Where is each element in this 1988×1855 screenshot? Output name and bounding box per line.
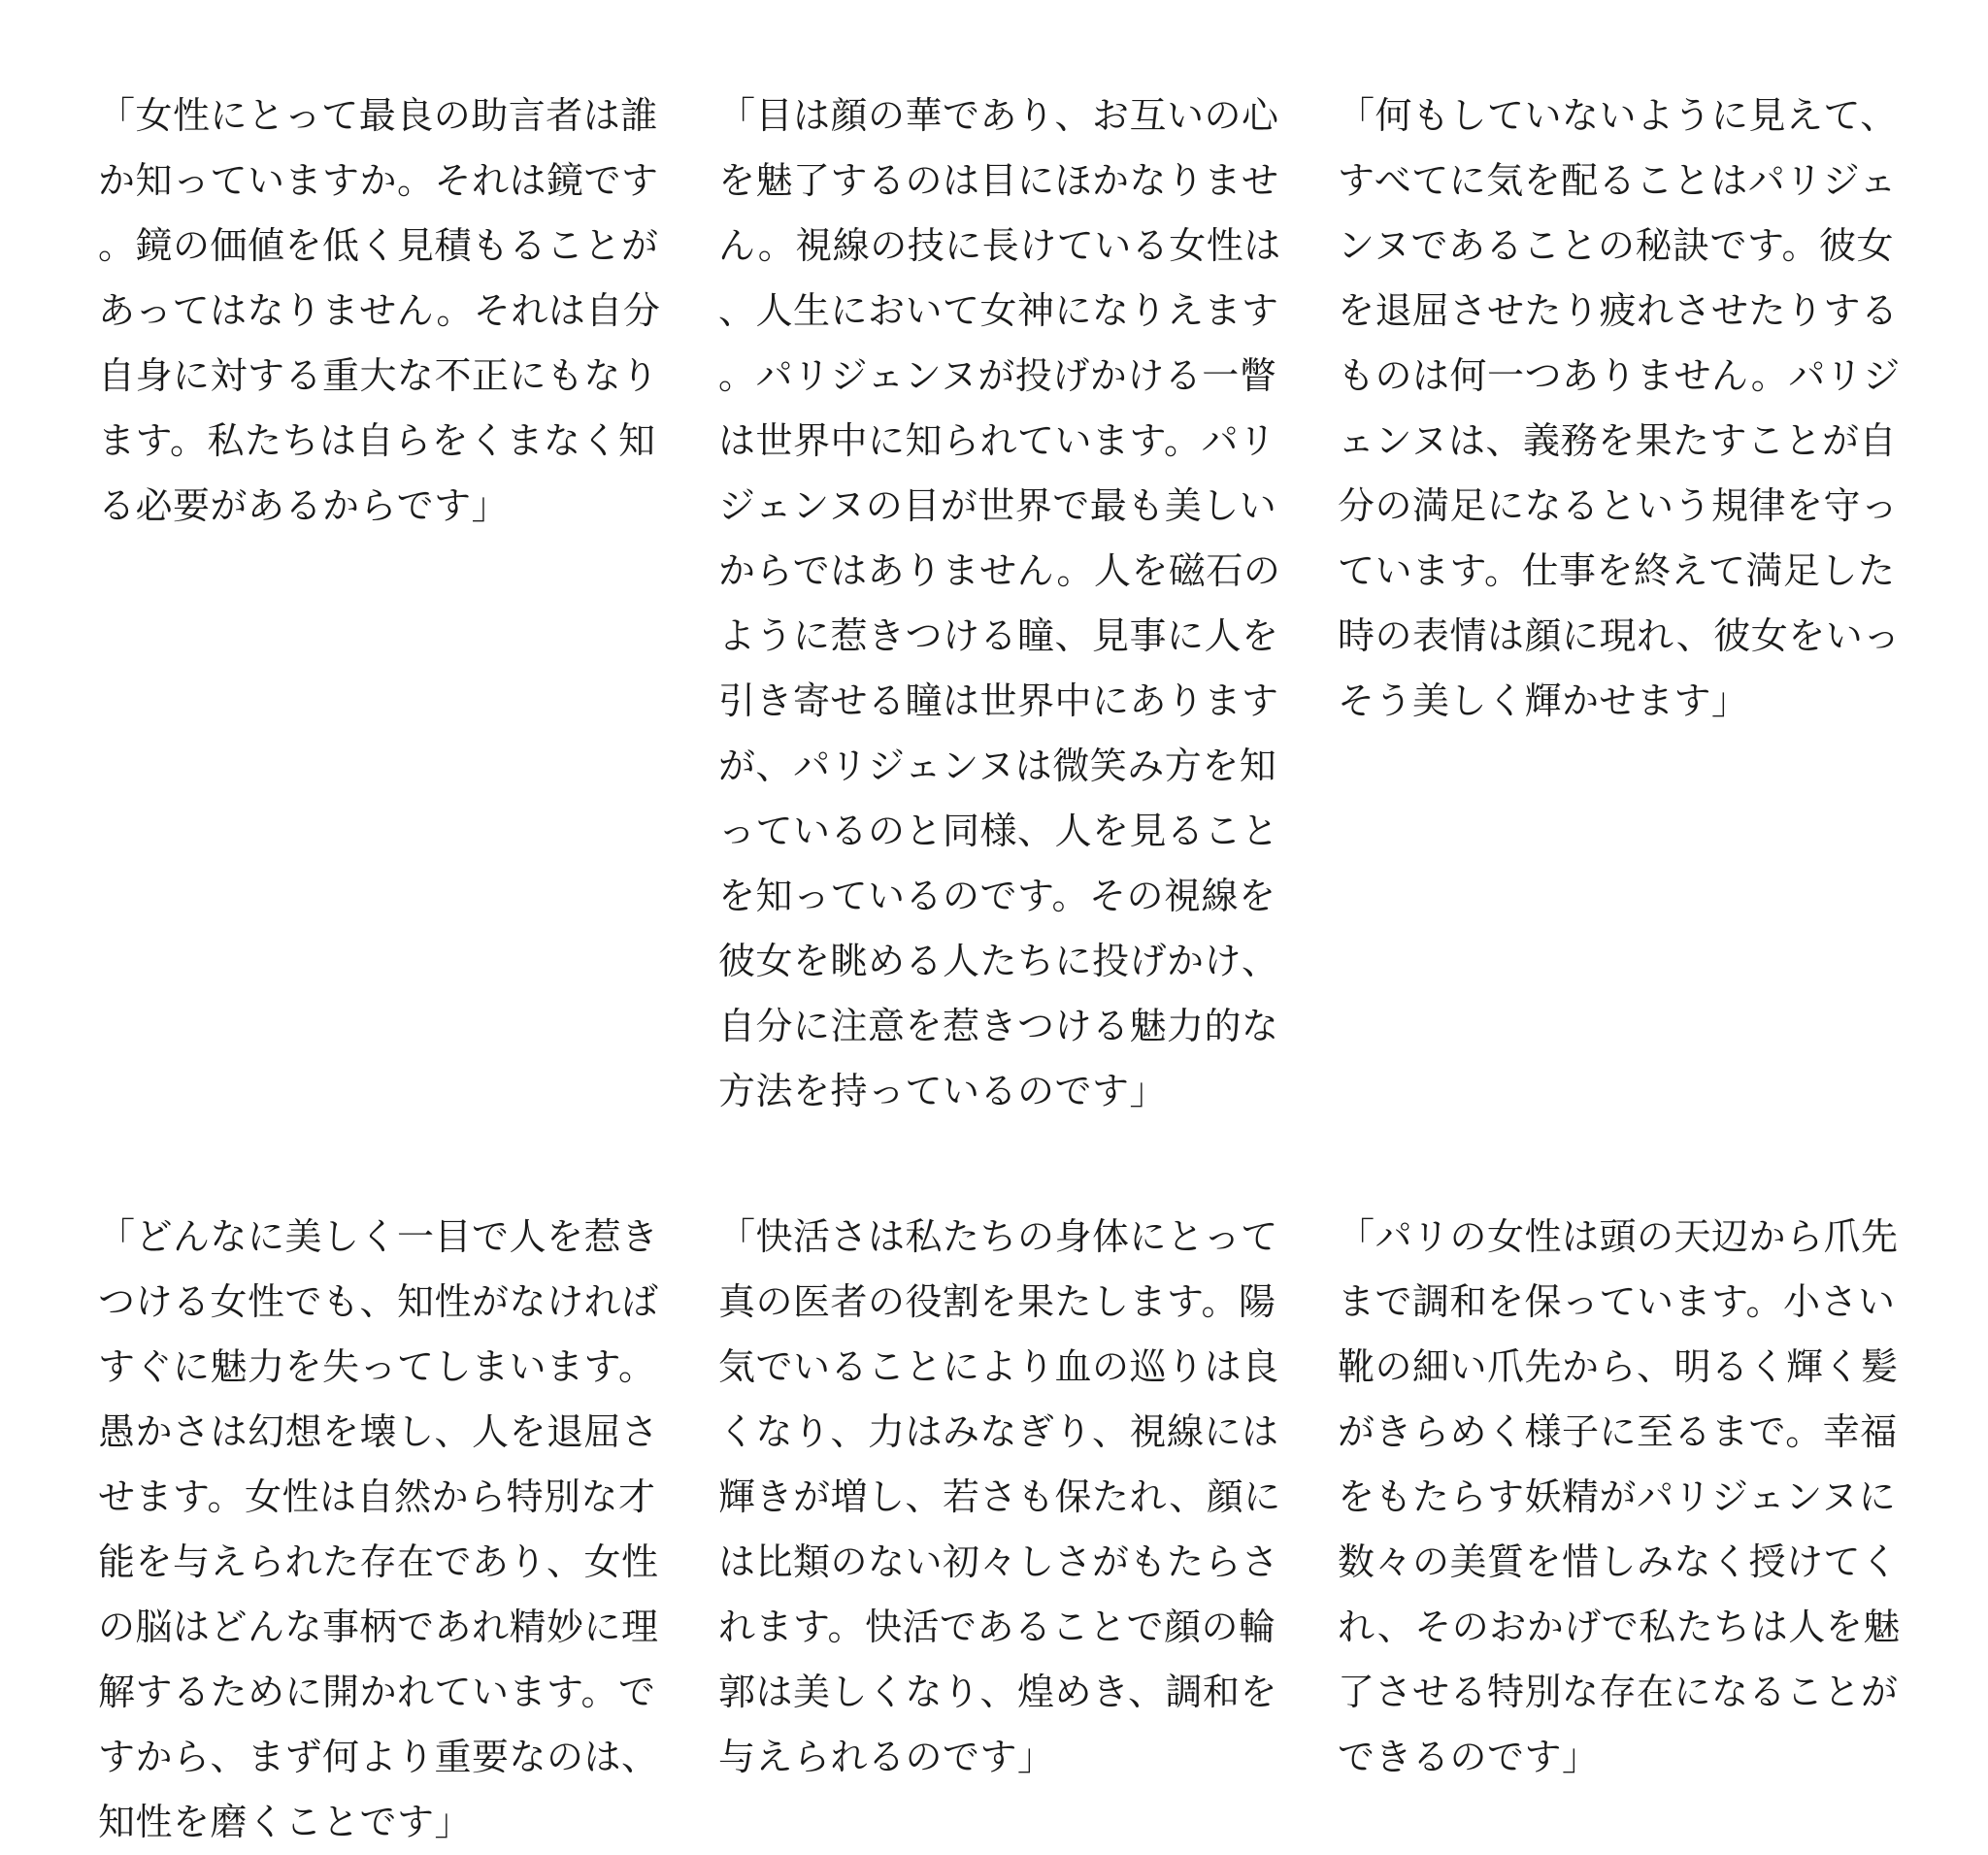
quote-harmony: 「パリの女性は頭の天辺から爪先まで調和を保っています。小さい靴の細い爪先から、明るく輝く髪がきらめく様子に至るまで。幸福をもたらす妖精がパリジェンヌに数々の美質を惜しみなく授けてくれ、そのおかげで私たちは人を魅了させる特別な存在になることができるのです」 — [1338, 1215, 1901, 1778]
quote-cheerfulness: 「快活さは私たちの身体にとって真の医者の役割を果たします。陽気でいることにより血の巡りは良くなり、力はみなぎり、視線には輝きが増し、若さも保たれ、顔には比類のない初々しさがもたらされます。快活であることで顔の輪郭は美しくなり、煌めき、調和を与えられるのです」 — [718, 1215, 1281, 1778]
quote-eyes: 「目は顔の華であり、お互いの心を魅了するのは目にほかなりません。視線の技に長けている女性は、人生において女神になりえます。パリジェンヌが投げかける一瞥は世界中に知られています。パリジェンヌの目が世界で最も美しいからではありません。人を磁石のように惹きつける瞳、見事に人を引き寄せる瞳は世界中にありますが、パリジェンヌは微笑み方を知っているのと同様、人を見ることを知っているのです。その視線を彼女を眺める人たちに投げかけ、自分に注意を惹きつける魅力的な方法を持っているのです」 — [718, 94, 1281, 1112]
quote-mirror: 「女性にとって最良の助言者は誰か知っていますか。それは鏡です。鏡の価値を低く見積もることがあってはなりません。それは自分自身に対する重大な不正にもなります。私たちは自らをくまなく知る必要があるからです」 — [98, 94, 661, 527]
quote-intelligence: 「どんなに美しく一目で人を惹きつける女性でも、知性がなければすぐに魅力を失ってしまいます。愚かさは幻想を壊し、人を退屈させます。女性は自然から特別な才能を与えられた存在であり、女性の脳はどんな事柄であれ精妙に理解するために開かれています。ですから、まず何より重要なのは、知性を磨くことです」 — [98, 1215, 659, 1843]
quote-secret: 「何もしていないように見えて、すべてに気を配ることはパリジェンヌであることの秘訣です。彼女を退屈させたり疲れさせたりするものは何一つありません。パリジェンヌは、義務を果たすことが自分の満足になるという規律を守っています。仕事を終えて満足した時の表情は顔に現れ、彼女をいっそう美しく輝かせます」 — [1338, 94, 1901, 722]
